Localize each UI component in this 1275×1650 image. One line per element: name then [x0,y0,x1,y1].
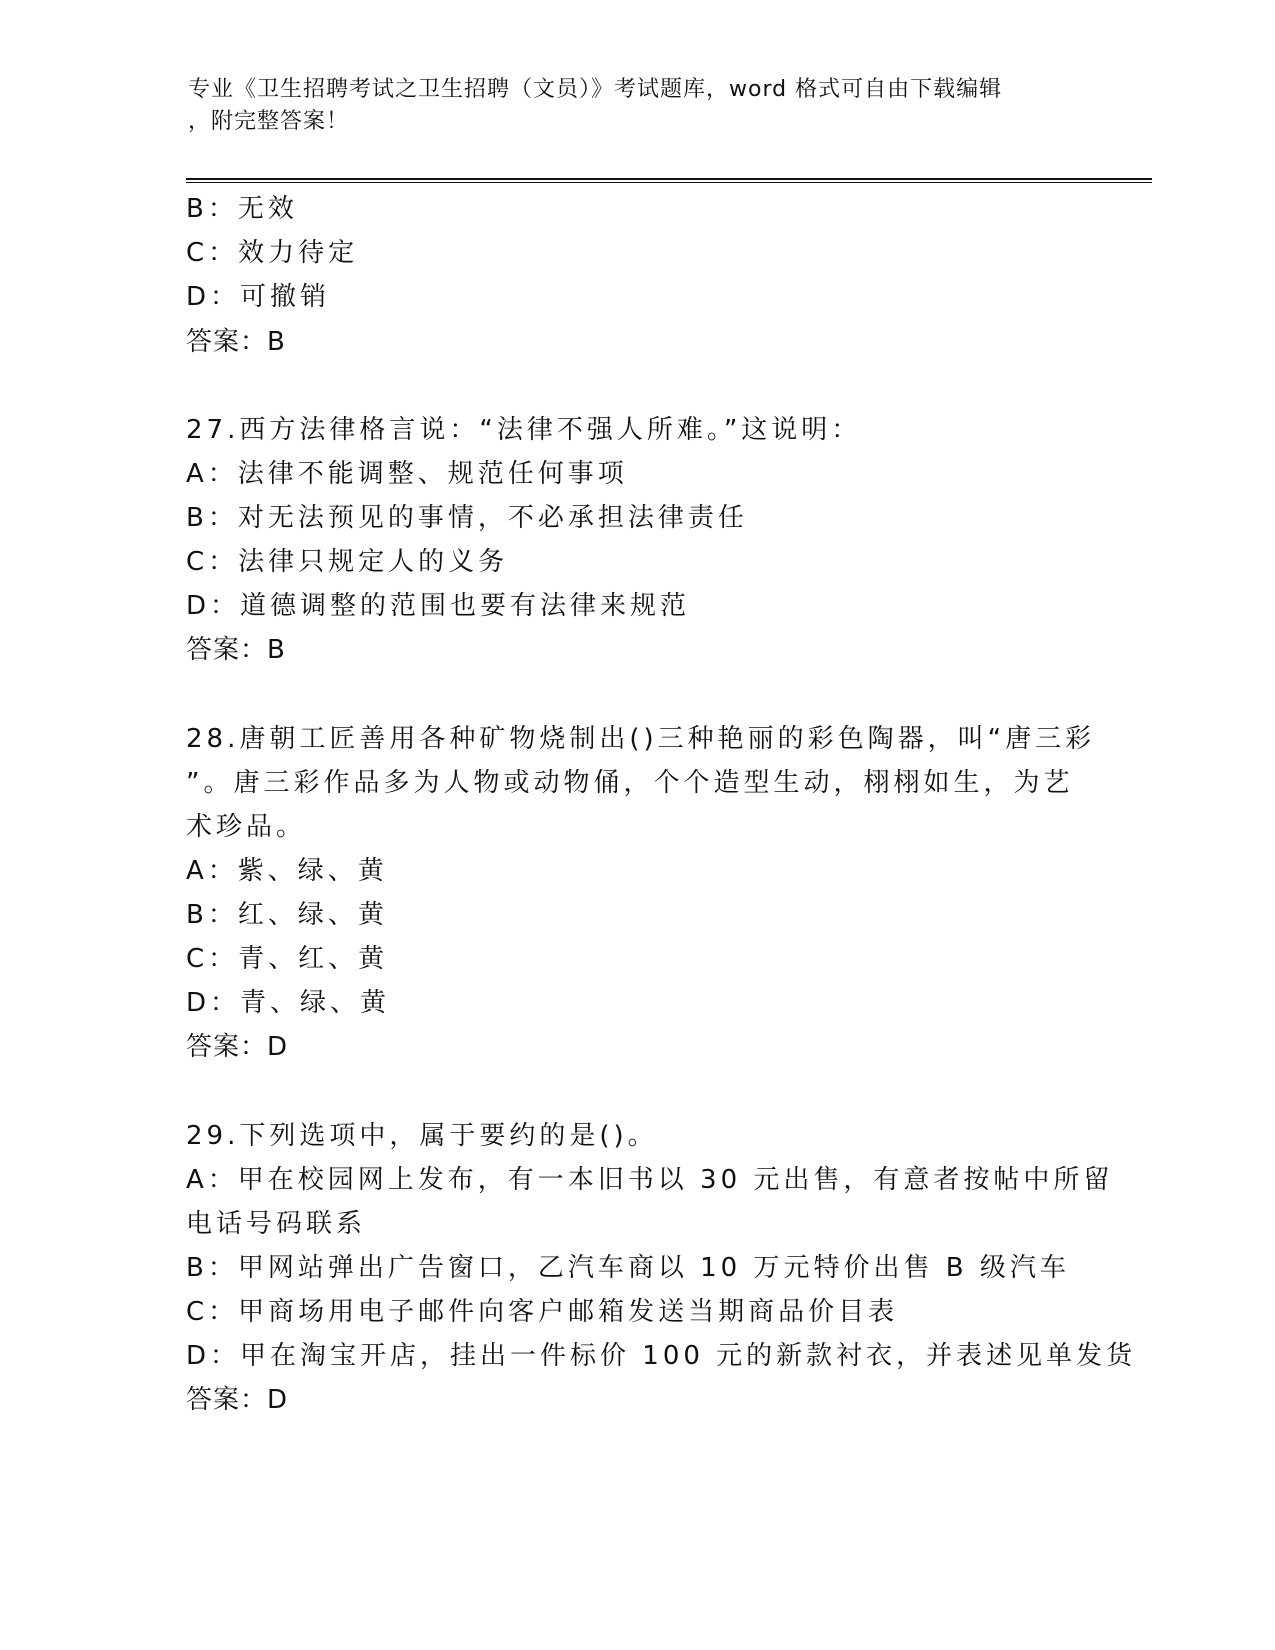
q28-stem-line-1: 28.唐朝工匠善用各种矿物烧制出()三种艳丽的彩色陶器，叫“唐三彩 [186,724,1096,754]
q27-option-b: B：对无法预见的事情，不必承担法律责任 [186,503,748,533]
q28-option-d: D：青、绿、黄 [186,988,391,1018]
header-line-2: ，附完整答案！ [188,109,350,134]
q28-stem-line-2: ”。唐三彩作品多为人物或动物俑，个个造型生动，栩栩如生，为艺 [186,768,1074,798]
q28-option-c: C：青、红、黄 [186,944,389,974]
q27-option-d: D：道德调整的范围也要有法律来规范 [186,591,691,621]
q28-option-b: B：红、绿、黄 [186,900,388,930]
q29-answer: 答案：D [186,1385,289,1415]
q29-option-a-line-2: 电话号码联系 [186,1209,367,1239]
q26-option-b: B：无效 [186,194,298,224]
q26-answer: 答案：B [186,327,286,357]
q26-option-c: C：效力待定 [186,238,359,268]
q29-stem: 29.下列选项中，属于要约的是()。 [186,1121,658,1151]
q29-option-d: D：甲在淘宝开店，挂出一件标价 100 元的新款衬衣，并表述见单发货 [186,1341,1137,1371]
q27-stem: 27.西方法律格言说：“法律不强人所难。”这说明： [186,415,862,445]
q28-option-a: A：紫、绿、黄 [186,856,388,886]
q27-option-a: A：法律不能调整、规范任何事项 [186,459,628,489]
q29-option-a-line-1: A：甲在校园网上发布，有一本旧书以 30 元出售，有意者按帖中所留 [186,1165,1114,1195]
header-divider-thick [186,178,1152,180]
q28-answer: 答案：D [186,1032,289,1062]
header-line-1: 专业《卫生招聘考试之卫生招聘（文员）》考试题库，word 格式可自由下载编辑 [188,77,1003,102]
q26-option-d: D：可撤销 [186,282,331,312]
document-header [188,74,1068,138]
header-divider-thin [186,182,1152,183]
q27-option-c: C：法律只规定人的义务 [186,547,509,577]
q28-stem-line-3: 术珍品。 [186,812,307,842]
q29-option-c: C：甲商场用电子邮件向客户邮箱发送当期商品价目表 [186,1297,899,1327]
q29-option-b: B：甲网站弹出广告窗口，乙汽车商以 10 万元特价出售 B 级汽车 [186,1253,1070,1283]
q27-answer: 答案：B [186,635,286,665]
